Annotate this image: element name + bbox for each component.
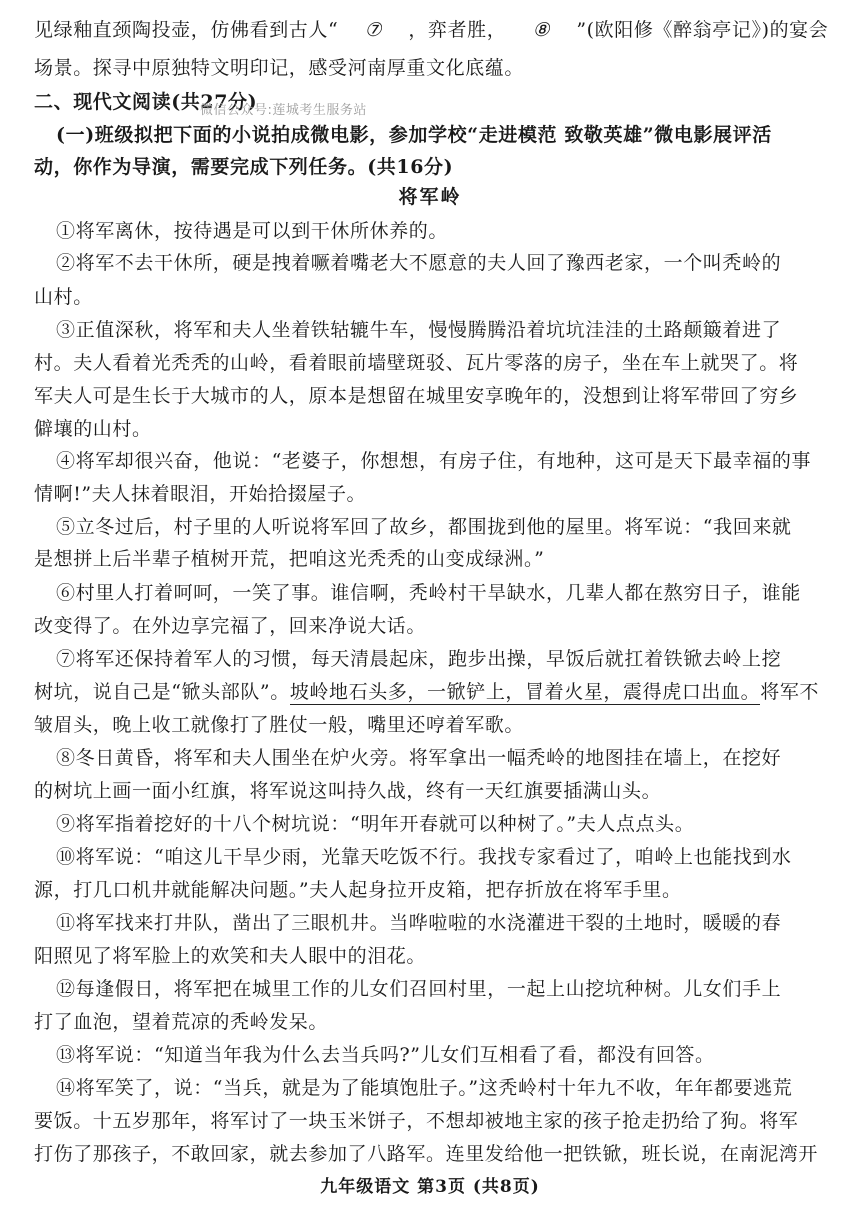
paragraph-3-line-2: 村。夫人看着光秃秃的山岭，看着眼前墙壁斑驳、瓦片零落的房子，坐在车上就哭了。将 xyxy=(34,352,799,374)
paragraph-6-line-2: 改变得了。在外边享完福了，回来净说大话。 xyxy=(34,615,427,637)
intro-line-2: 场景。探寻中原独特文明印记，感受河南厚重文化底蕴。 xyxy=(34,57,525,79)
paragraph-9: ⑨将军指着挖好的十八个树坑说：“明年开春就可以种树了。”夫人点点头。 xyxy=(56,813,695,835)
task-line-2: 动，你作为导演，需要完成下列任务。(共16分) xyxy=(34,156,454,178)
paragraph-1: ①将军离休，按待遇是可以到干休所休养的。 xyxy=(56,220,449,242)
paragraph-5-line-2: 是想拼上后半辈子植树开荒，把咱这光秃秃的山变成绿洲。” xyxy=(34,548,545,570)
paragraph-2-line-2: 山村。 xyxy=(34,286,93,308)
paragraph-11-line-2: 阳照见了将军脸上的欢笑和夫人眼中的泪花。 xyxy=(34,945,427,967)
intro-text: ，弈者胜， xyxy=(408,19,507,41)
paragraph-7-line-2 xyxy=(34,679,830,705)
paragraph-12-line-1 xyxy=(34,976,830,1002)
story-title: 将军岭 xyxy=(398,186,462,208)
paragraph-7-line-1: ⑦将军还保持着军人的习惯，每天清晨起床，跑步出操，早饭后就扛着铁锨去岭上挖 xyxy=(56,648,782,670)
blank-7: ⑦ xyxy=(338,17,408,43)
paragraph-3-line-4: 僻壤的山村。 xyxy=(34,418,152,440)
page-footer: 九年级语文 第3页 (共8页) xyxy=(320,1177,540,1197)
paragraph-8-line-1: ⑧冬日黄昏，将军和夫人围坐在炉火旁。将军拿出一幅秃岭的地图挂在墙上，在挖好 xyxy=(56,747,782,769)
underlined-sentence: 坡岭地石头多，一锨铲上，冒着火星，震得虎口出血。 xyxy=(289,681,761,703)
paragraph-12-line-2: 打了血泡，望着荒凉的秃岭发呆。 xyxy=(34,1011,329,1033)
paragraph-10-line-2: 源，打几口机井就能解决问题。”夫人起身拉开皮箱，把存折放在将军手里。 xyxy=(34,879,682,901)
paragraph-14-line-1: ⑭将军笑了，说：“当兵，就是为了能填饱肚子。”这秃岭村十年九不收，年年都要逃荒 xyxy=(56,1077,793,1099)
paragraph-14-line-3: 打伤了那孩子，不敢回家，就去参加了八路军。连里发给他一把铁锨，班长说，在南泥湾开 xyxy=(34,1143,819,1165)
paragraph-text: 将军不 xyxy=(760,681,820,703)
section-heading: 二、现代文阅读(共27分) xyxy=(34,91,258,113)
paragraph-text: 召回村里，一起上山挖坑种树。儿女们手上 xyxy=(408,978,782,1000)
intro-text: 见绿釉直颈陶投壶，仿佛看到古人“ xyxy=(34,19,339,41)
paragraph-14-line-2: 要饭。十五岁那年，将军讨了一块玉米饼子，不想却被地主家的孩子抢走扔给了狗。将军 xyxy=(34,1110,799,1132)
blank-8: ⑧ xyxy=(506,17,576,43)
watermark: 微信公众号:莲城考生服务站 xyxy=(200,103,367,118)
paragraph-5-line-1: ⑤立冬过后，村子里的人听说将军回了故乡，都围拢到他的屋里。将军说：“我回来就 xyxy=(56,516,792,538)
paragraph-text: ⑫每逢假日，将军把在城里工作的儿女 xyxy=(56,978,390,1000)
paragraph-6-line-1: ⑥村里人打着呵呵，一笑了事。谁信啊，秃岭村干旱缺水，几辈人都在熬穷日子，谁能 xyxy=(56,582,801,604)
paragraph-11-line-1: ⑪将军找来打井队，凿出了三眼机井。当哗啦啦的水浇灌进干裂的土地时，暖暖的春 xyxy=(56,912,782,934)
paragraph-4-line-1: ④将军却很兴奋，他说：“老婆子，你想想，有房子住，有地种，这可是天下最幸福的事 xyxy=(56,450,812,472)
paragraph-7-line-3: 皱眉头，晚上收工就像打了胜仗一般，嘴里还哼着军歌。 xyxy=(34,714,525,736)
intro-line-1 xyxy=(34,17,830,43)
paragraph-2-line-1: ②将军不去干休所，硬是拽着噘着嘴老大不愿意的夫人回了豫西老家，一个叫秃岭的 xyxy=(56,252,782,274)
paragraph-8-line-2: 的树坑上画一面小红旗，将军说这叫持久战，终有一天红旗要插满山头。 xyxy=(34,780,662,802)
paragraph-3-line-1: ③正值深秋，将军和夫人坐着铁轱辘牛车，慢慢腾腾沿着坑坑洼洼的土路颠簸着进了 xyxy=(56,319,782,341)
intro-text: ”(欧阳修《醉翁亭记》)的宴会 xyxy=(576,19,829,41)
paragraph-text: 树坑，说自己是“锨头部队”。 xyxy=(34,681,290,703)
emphasis-dot-char: 们 xyxy=(389,978,409,1000)
paragraph-4-line-2: 情啊!”夫人抹着眼泪，开始拾掇屋子。 xyxy=(34,483,367,505)
task-line-1: (一)班级拟把下面的小说拍成微电影，参加学校“走进模范 致敬英雄”微电影展评活 xyxy=(56,124,772,146)
paragraph-3-line-3: 军夫人可是生长于大城市的人，原本是想留在城里安享晚年的，没想到让将军带回了穷乡 xyxy=(34,385,799,407)
paragraph-13: ⑬将军说：“知道当年我为什么去当兵吗?”儿女们互相看了看，都没有回答。 xyxy=(56,1044,715,1066)
paragraph-10-line-1: ⑩将军说：“咱这儿干旱少雨，光靠天吃饭不行。我找专家看过了，咱岭上也能找到水 xyxy=(56,846,792,868)
